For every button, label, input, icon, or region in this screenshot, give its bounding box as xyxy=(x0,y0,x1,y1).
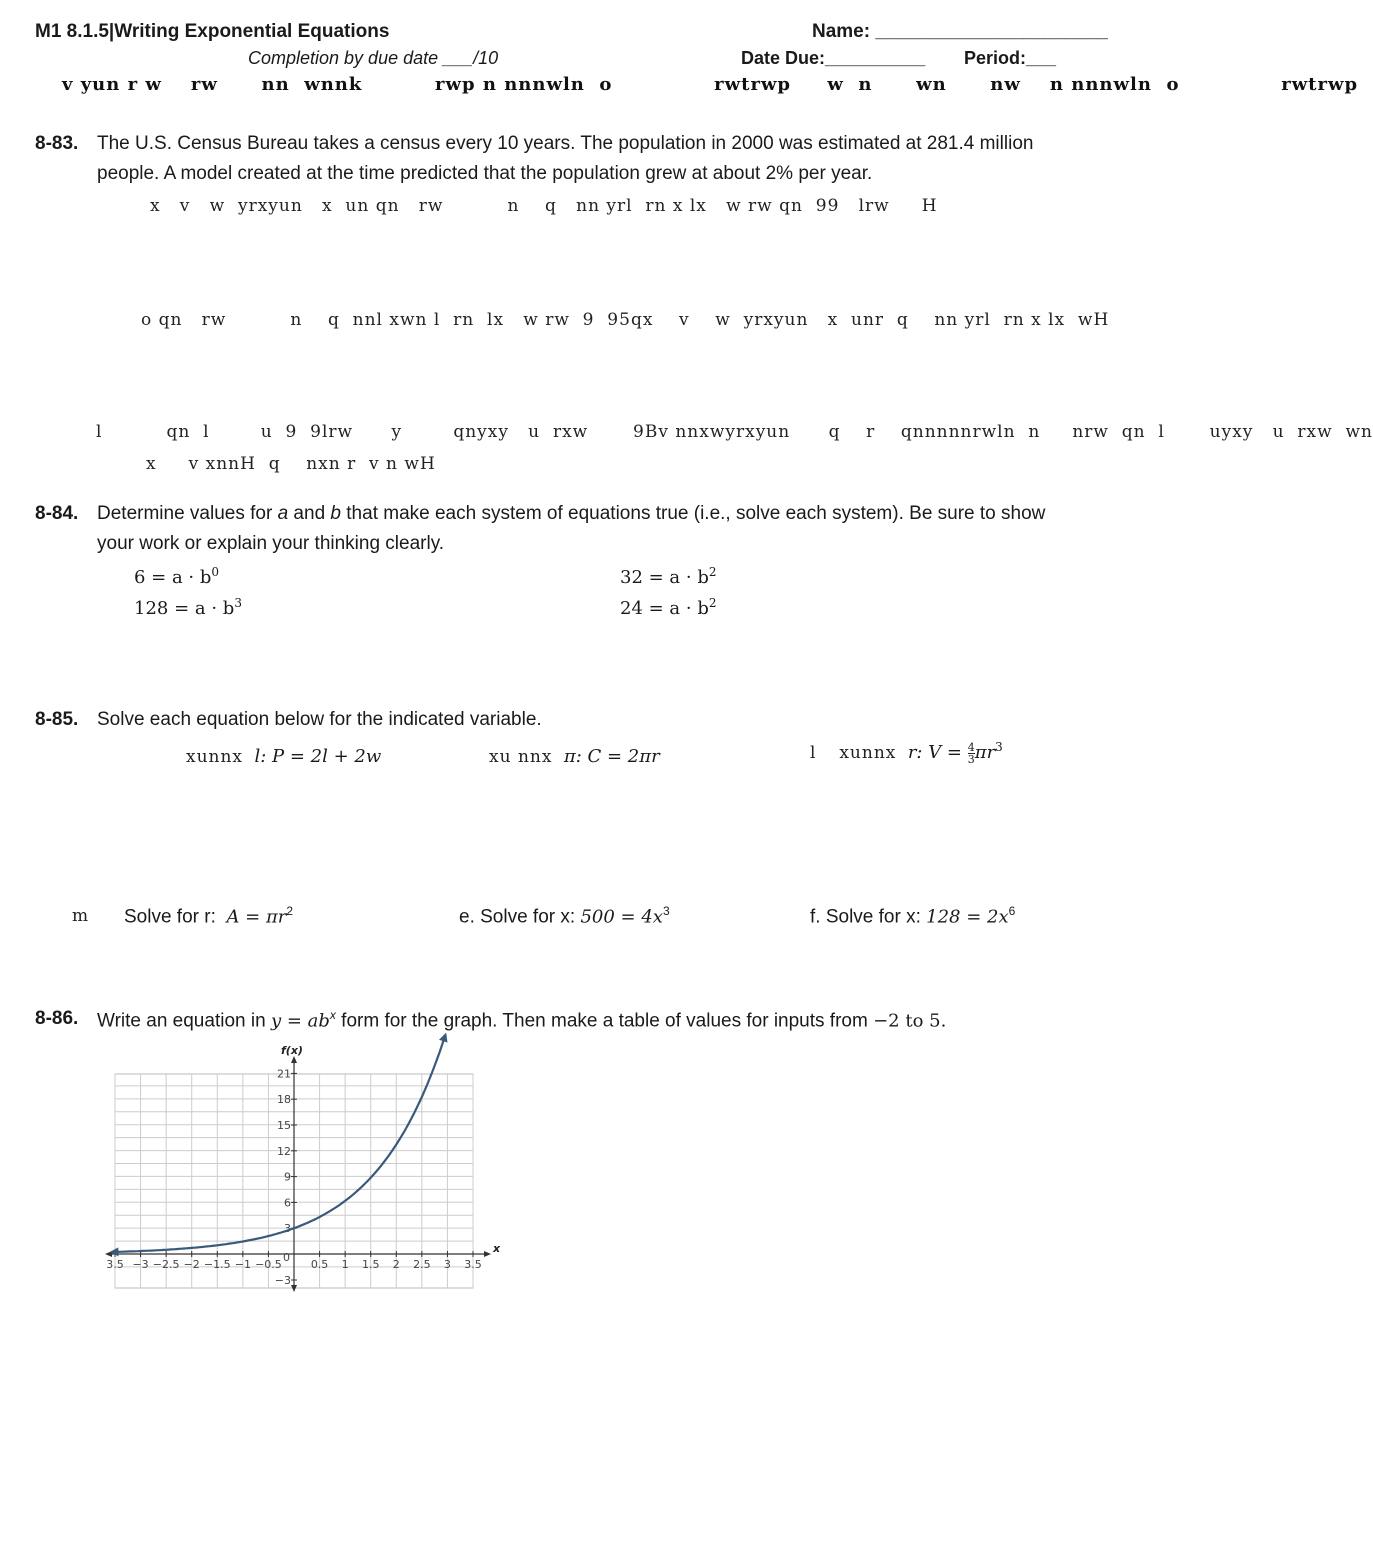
y-tick-label: 9 xyxy=(284,1170,291,1184)
problem-883-part-c-line2: x v xnnH q nxn r v n wH xyxy=(146,454,436,474)
x-tick-label: 3.5 xyxy=(106,1258,124,1271)
problem-885-c: l xunnx r: V = $\frac{4}{3}$ $\pi r^3$ xyxy=(810,740,1003,766)
x-tick-label: 0.5 xyxy=(310,1258,329,1271)
x-tick-label: −0.5 xyxy=(255,1258,282,1271)
y-tick-label: 12 xyxy=(277,1144,291,1158)
problem-886-text: Write an equation in $y = ab^x$ form for the graph. Then make a table of values for inputs from −2 to 5. xyxy=(97,1008,947,1032)
problem-885-b: xu nnx π: C = 2πr xyxy=(489,746,660,767)
exponential-graph xyxy=(100,1040,500,1295)
problem-884-line2: your work or explain your thinking clearly. xyxy=(97,533,445,554)
x-tick-label: 1 xyxy=(341,1258,349,1271)
rubric-line: v yun r w rw nn wnnk rwp n nnnwln o rwtrwp w n wn nw n nnnwln o rwtrwp xyxy=(62,74,1359,95)
system1-eq2: $128 = a \cdot b^3$ xyxy=(134,596,242,619)
problem-number-884: 8-84. xyxy=(35,503,79,524)
x-axis-arrow xyxy=(484,1251,491,1257)
problem-number-886: 8-86. xyxy=(35,1008,79,1029)
problem-885-intro: Solve each equation below for the indicated variable. xyxy=(97,709,542,730)
completion-label: Completion by due date ___/10 xyxy=(248,48,499,68)
system2-eq2: $24 = a \cdot b^2$ xyxy=(620,596,717,619)
x-tick-label: −2.5 xyxy=(152,1258,180,1271)
problem-885-f: f. Solve for x: $128 = 2x^6$ xyxy=(810,904,1016,928)
x-tick-label: −2 xyxy=(183,1258,200,1271)
problem-885-e: e. Solve for x: $500 = 4x^3$ xyxy=(459,904,670,928)
name-field[interactable]: Name: ______________________ xyxy=(812,21,1108,42)
x-tick-label: 3 xyxy=(443,1258,451,1271)
origin-label: 0 xyxy=(283,1251,290,1264)
problem-883-part-b: o qn rw n q nnl xwn l rn lx w rw 9 95qx v w yrxyun x unr q nn yrl rn x lx wH xyxy=(141,310,1110,330)
problem-883-line2: people. A model created at the time predicted that the population grew at about 2% per year. xyxy=(97,163,873,184)
x-tick-label: 3.5 xyxy=(464,1258,482,1271)
x-tick-label: −1.5 xyxy=(203,1258,231,1271)
y-tick-label: 18 xyxy=(277,1093,291,1107)
system1-eq1: $6 = a \cdot b^0$ xyxy=(134,565,220,588)
period-field[interactable]: Period:___ xyxy=(964,48,1057,68)
x-tick-label: −3 xyxy=(132,1258,149,1271)
y-axis-label: f(x) xyxy=(281,1044,303,1057)
y-tick-label: 3 xyxy=(284,1222,291,1236)
problem-883-part-c: l qn l u 9 9lrw y qnyxy u rxw 9Bv nnxwyrxyun q r qnnnnnrwln n nrw qn l uyxy u rxw wn xyxy=(96,422,1373,442)
x-tick-label: −1 xyxy=(234,1258,251,1271)
problem-883-part-a: x v w yrxyun x un qn rw n q nn yrl rn x lx w rw qn 99 lrw H xyxy=(150,196,938,216)
problem-885-d-label: m xyxy=(72,906,90,926)
problem-884-line1: Determine values for a and b that make each system of equations true (i.e., solve each system). Be sure to show xyxy=(97,503,1046,524)
x-tick-label: 2 xyxy=(392,1258,400,1271)
problem-number-883: 8-83. xyxy=(35,133,79,154)
worksheet-title: M1 8.1.5|Writing Exponential Equations xyxy=(35,21,390,42)
problem-number-885: 8-85. xyxy=(35,709,79,730)
date-due-field[interactable]: Date Due:__________ xyxy=(741,48,926,68)
y-tick-label: 21 xyxy=(277,1067,291,1081)
x-axis-label: x xyxy=(493,1242,501,1255)
y-tick-label: 6 xyxy=(284,1196,291,1210)
y-axis-arrow xyxy=(291,1056,297,1063)
system2-eq1: $32 = a \cdot b^2$ xyxy=(620,565,717,588)
curve-arrow-right xyxy=(439,1033,448,1043)
graph-axes xyxy=(105,1056,491,1292)
problem-885-a: xunnx l: P = 2l + 2w xyxy=(186,746,382,767)
problem-883-line1: The U.S. Census Bureau takes a census every 10 years. The population in 2000 was estimated at 281.4 million xyxy=(97,133,1034,154)
y-tick-label: −3 xyxy=(274,1274,291,1287)
y-tick-label: 15 xyxy=(277,1119,291,1132)
x-tick-label: 2.5 xyxy=(413,1258,431,1271)
x-tick-label: 1.5 xyxy=(361,1258,380,1271)
problem-885-d: Solve for r: $A = \pi r^2$ xyxy=(124,904,294,928)
